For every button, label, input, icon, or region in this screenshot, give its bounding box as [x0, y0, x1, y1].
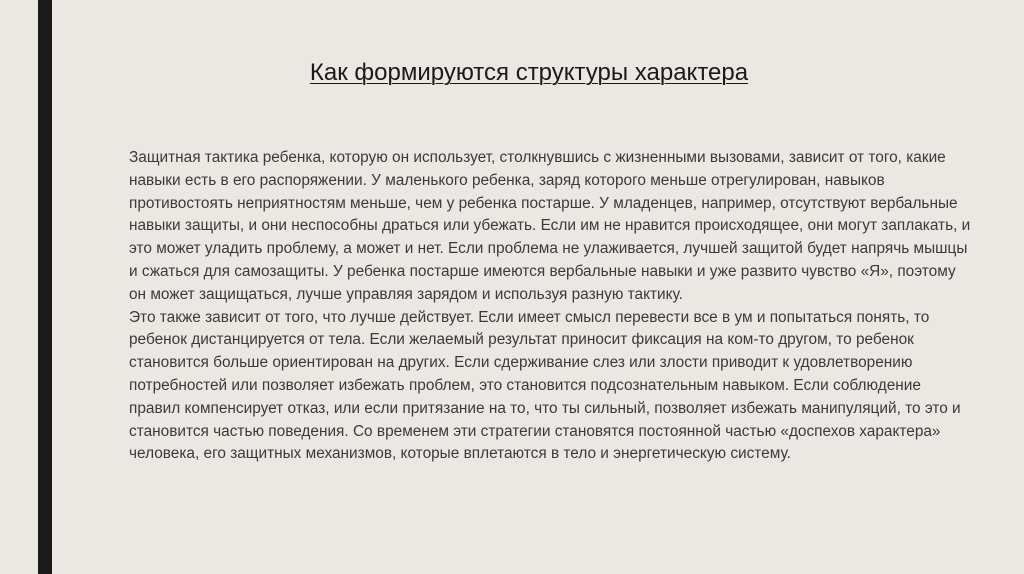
body-paragraph-1: Защитная тактика ребенка, которую он использует, столкнувшись с жизненными вызовами, зависит от того, какие навыки есть в его распоряжении. У маленького ребенка, заряд которого меньше отрегулирован, навыков противостоять неприятностям меньше, чем у ребенка постарше. У младенцев, например, отсутствуют вербальные навыки защиты, и они неспособны драться или убежать. Если им не нравится происходящее, они могут заплакать, и это может уладить проблему, а может и нет. Если проблема не улаживается, лучшей защитой будет напрячь мышцы и сжаться для самозащиты. У ребенка постарше имеются вербальные навыки и уже развито чувство «Я», поэтому он может защищаться, лучше управляя зарядом и используя разную тактику.	[129, 149, 971, 303]
body-paragraph-2: Это также зависит от того, что лучше действует. Если имеет смысл перевести все в ум и попытаться понять, то ребенок дистанцируется от тела. Если желаемый результат приносит фиксация на ком-то другом, то ребенок становится больше ориентирован на других. Если сдерживание слез или злости приводит к удовлетворению потребностей или позволяет избежать проблем, это становится подсознательным навыком. Если соблюдение правил компенсирует отказ, или если притязание на то, что ты сильный, позволяет избежать манипуляций, то это и становится частью поведения. Со временем эти стратегии становятся постоянной частью «доспехов характера» человека, его защитных механизмов, которые вплетаются в тело и энергетическую систему.	[129, 308, 961, 463]
slide-title: Как формируются структуры характера	[309, 59, 749, 86]
slide-body	[129, 147, 971, 466]
